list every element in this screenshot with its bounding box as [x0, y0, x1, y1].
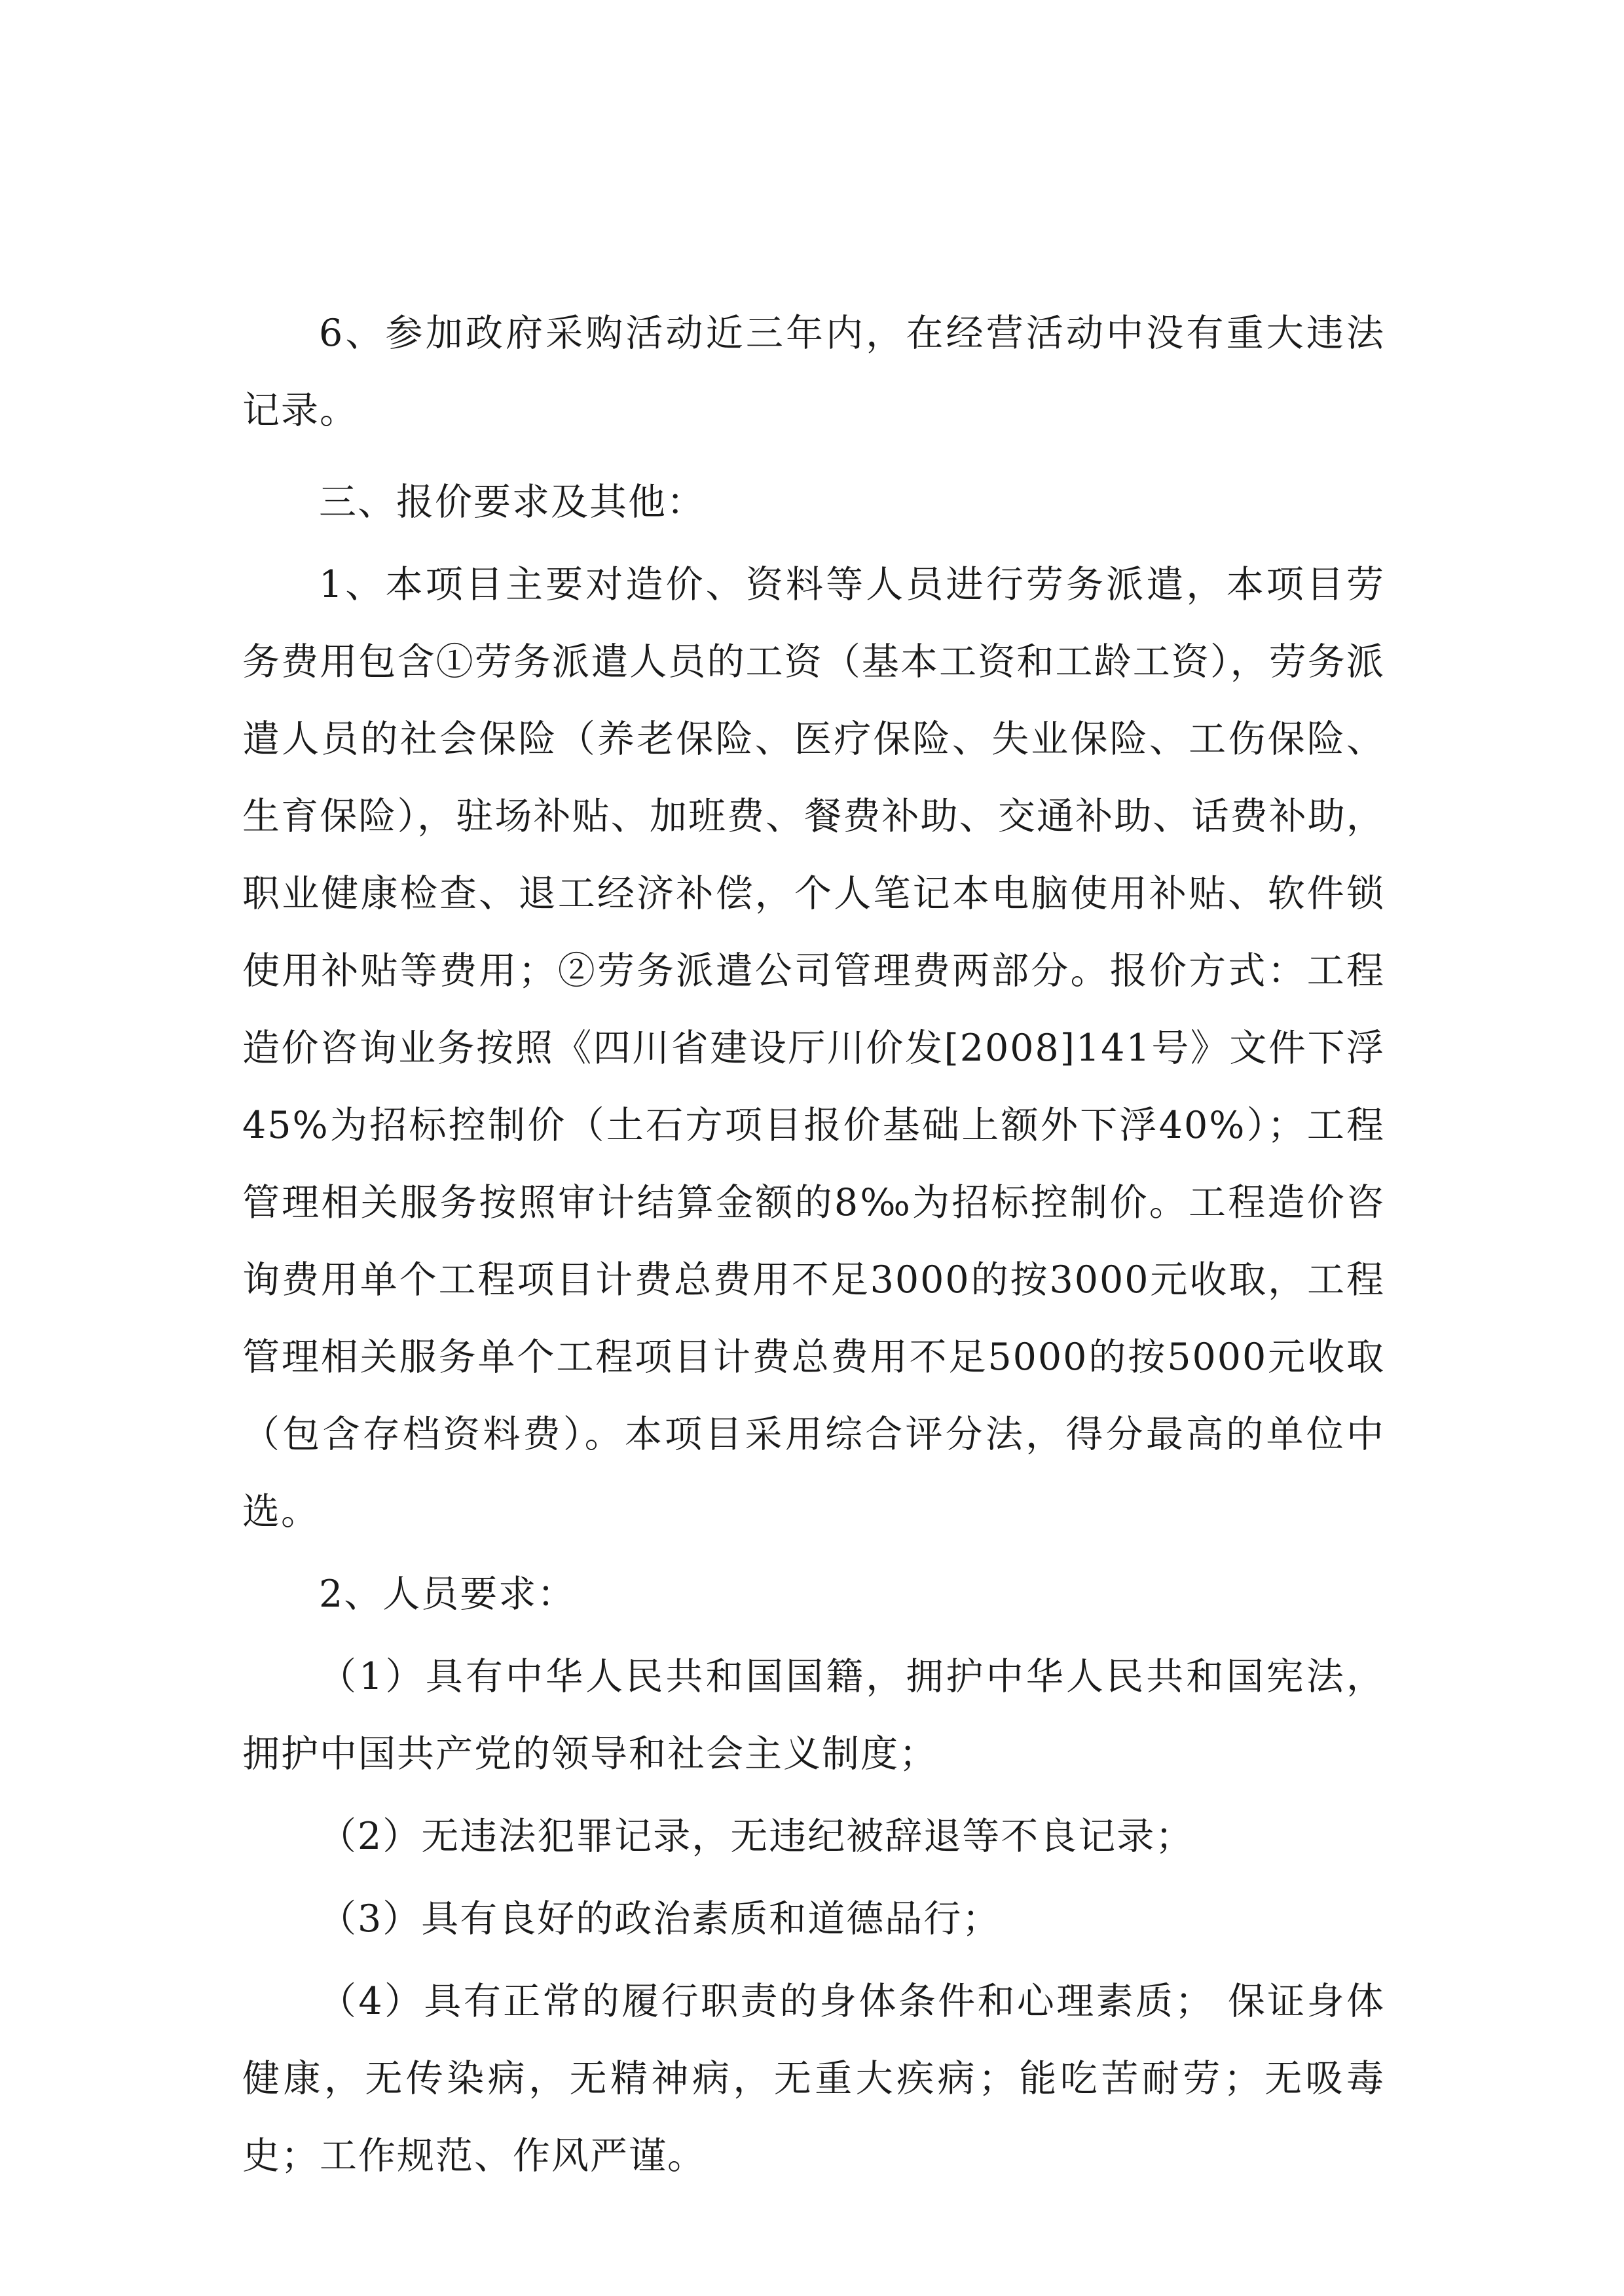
paragraph-item-6: 6、参加政府采购活动近三年内，在经营活动中没有重大违法记录。 — [242, 312, 1385, 432]
section-heading-quotation: 三、报价要求及其他： — [319, 481, 705, 524]
requirement-item-2: （2）无违法犯罪记录，无违纪被辞退等不良记录； — [319, 1815, 1194, 1858]
paragraph-quotation-scope: 1、本项目主要对造价、资料等人员进行劳务派遣，本项目劳务费用包含①劳务派遣人员的工资（基本工资和工龄工资），劳务派遣人员的社会保险（养老保险、医疗保险、失业保险、工伤保险、生育保险），驻场补贴、加班费、餐费补助、交通补助、话费补助，职业健康检查、退工经济补偿，个人笔记本电脑使用补贴、软件锁使用补贴等费用；②劳务派遣公司管理费两部分。报价方式：工程造价咨询业务按照《四川省建设厅川价发[2008]141号》文件下浮45%为招标控制价（土石方项目报价基础上额外下浮40%）；工程管理相关服务按照审计结算金额的8‰为招标控制价。工程造价咨询费用单个工程项目计费总费用不足3000的按3000元收取，工程管理相关服务单个工程项目计费总费用不足5000的按5000元收取（包含存档资料费）。本项目采用综合评分法，得分最高的单位中选。 — [242, 563, 1385, 1533]
requirement-item-4: （4）具有正常的履行职责的身体条件和心理素质； 保证身体健康，无传染病，无精神病，无重大疾病；能吃苦耐劳；无吸毒史；工作规范、作风严谨。 — [242, 1980, 1385, 2178]
requirement-item-1: （1）具有中华人民共和国国籍，拥护中华人民共和国宪法，拥护中国共产党的领导和社会主义制度； — [242, 1655, 1385, 1776]
paragraph-staff-requirements: 2、人员要求： — [319, 1573, 576, 1616]
requirement-item-3: （3）具有良好的政治素质和道德品行； — [319, 1897, 1001, 1941]
document-body — [242, 295, 1385, 2195]
